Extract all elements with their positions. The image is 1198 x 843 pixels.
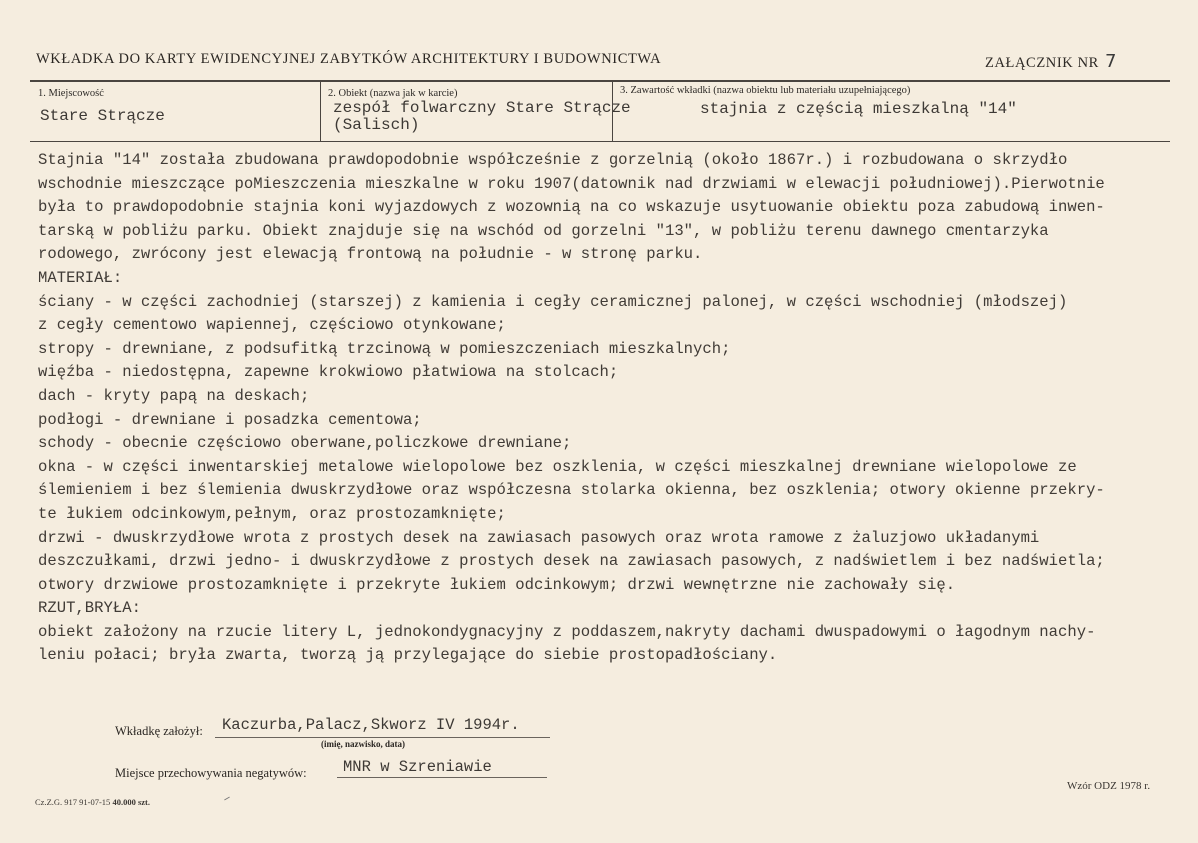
paper-speck	[224, 797, 230, 801]
text-line: rodowego, zwrócony jest elewacją frontową na południe - w stronę parku.	[38, 245, 703, 264]
object-value-line1: zespół folwarczny Stare Strącze	[333, 99, 631, 117]
author-label: Wkładkę założył:	[115, 724, 203, 738]
text-line: schody - obecnie częściowo oberwane,policzkowe drewniane;	[38, 434, 572, 453]
object-value-line2: (Salisch)	[333, 116, 420, 134]
text-line: otwory drzwiowe prostozamknięte i przekryte łukiem odcinkowym; drzwi wewnętrzne nie zachowały się.	[38, 575, 956, 594]
text-line: tarską w pobliżu parku. Obiekt znajduje się na wschód od gorzelni "13", w pobliżu terenu dawnego cmentarzyka	[38, 221, 1049, 240]
storage-label: Miejsce przechowywania negatywów:	[115, 766, 307, 780]
text-line: z cegły cementowo wapiennej, częściowo otynkowane;	[38, 316, 506, 335]
attachment-number-value: 7	[1104, 51, 1117, 72]
text-line: deszczułkami, drzwi jedno- i dwuskrzydłowe z prostych desek na zawiasach pasowych, z nadświetlem i bez nadświetla;	[38, 552, 1105, 571]
text-line: podłogi - drewniane i posadzka cementowa;	[38, 410, 422, 429]
text-line: te łukiem odcinkowym,pełnym, oraz prostozamknięte;	[38, 504, 506, 523]
author-value: Kaczurba,Palacz,Skworz IV 1994r.	[222, 716, 520, 734]
fields-rule	[30, 141, 1170, 142]
text-line: obiekt założony na rzucie litery L, jednokondygnacyjny z poddaszem,nakryty dachami dwuspadowymi o łagodnym nachy-	[38, 622, 1096, 641]
text-line: Stajnia "14" została zbudowana prawdopodobnie współcześnie z gorzelnią (około 1867r.) i rozbudowana o skrzydło	[38, 151, 1068, 169]
text-line: była to prawdopodobnie stajnia koni wyjazdowych z wozownią na co wskazuje usytuowanie obiektu poza zabudową inwen-	[38, 198, 1105, 217]
storage-underline	[337, 777, 547, 778]
print-code	[35, 797, 150, 807]
form-model: Wzór ODZ 1978 r.	[1067, 780, 1151, 792]
locality-value: Stare Strącze	[40, 107, 165, 125]
text-line: więźba - niedostępna, zapewne krokwiowo płatwiowa na stolcach;	[38, 363, 619, 382]
print-run: 40.000 szt.	[112, 797, 150, 807]
attachment-number	[985, 51, 1117, 72]
header-rule	[30, 80, 1170, 82]
field-divider-1	[320, 82, 321, 141]
locality-label: 1. Miejscowość	[38, 88, 104, 99]
author-caption: (imię, nazwisko, data)	[321, 739, 405, 749]
description-text	[38, 149, 1188, 668]
text-line: drzwi - dwuskrzydłowe wrota z prostych desek na zawiasach pasowych oraz wrota ramowe z żaluzjowo układanymi	[38, 528, 1040, 547]
text-line: leniu połaci; bryła zwarta, tworzą ją przylegające do siebie prostopadłościany.	[38, 646, 778, 665]
text-line: wschodnie mieszczące poMieszczenia mieszkalne w roku 1907(datownik nad drzwiami w elewacji południowej).Pierwotnie	[38, 174, 1105, 193]
content-value: stajnia z częścią mieszkalną "14"	[700, 100, 1017, 118]
text-line: ślemieniem i bez ślemienia dwuskrzydłowe oraz współczesna stolarka okienna, bez oszklenia; otwory okienne przekry-	[38, 481, 1105, 500]
section-heading-material: MATERIAŁ:	[38, 268, 123, 287]
text-line: dach - kryty papą na deskach;	[38, 386, 310, 405]
content-label: 3. Zawartość wkładki (nazwa obiektu lub materiału uzupełniającego)	[620, 85, 911, 96]
author-underline	[215, 737, 550, 738]
storage-value: MNR w Szreniawie	[343, 758, 492, 776]
card-title: WKŁADKA DO KARTY EWIDENCYJNEJ ZABYTKÓW ARCHITEKTURY I BUDOWNICTWA	[36, 51, 662, 67]
section-heading-plan: RZUT,BRYŁA:	[38, 599, 141, 618]
text-line: ściany - w części zachodniej (starszej) z kamienia i cegły ceramicznej palonej, w części wschodniej (młodszej)	[38, 292, 1068, 311]
attachment-label: ZAŁĄCZNIK NR	[985, 55, 1099, 71]
print-code-text: Cz.Z.G. 917 91-07-15	[35, 797, 111, 807]
object-label: 2. Obiekt (nazwa jak w karcie)	[328, 88, 458, 99]
text-line: stropy - drewniane, z podsufitką trzcinową w pomieszczeniach mieszkalnych;	[38, 339, 731, 358]
text-line: okna - w części inwentarskiej metalowe wielopolowe bez oszklenia, w części mieszkalnej drewniane wielopolowe ze	[38, 457, 1077, 476]
